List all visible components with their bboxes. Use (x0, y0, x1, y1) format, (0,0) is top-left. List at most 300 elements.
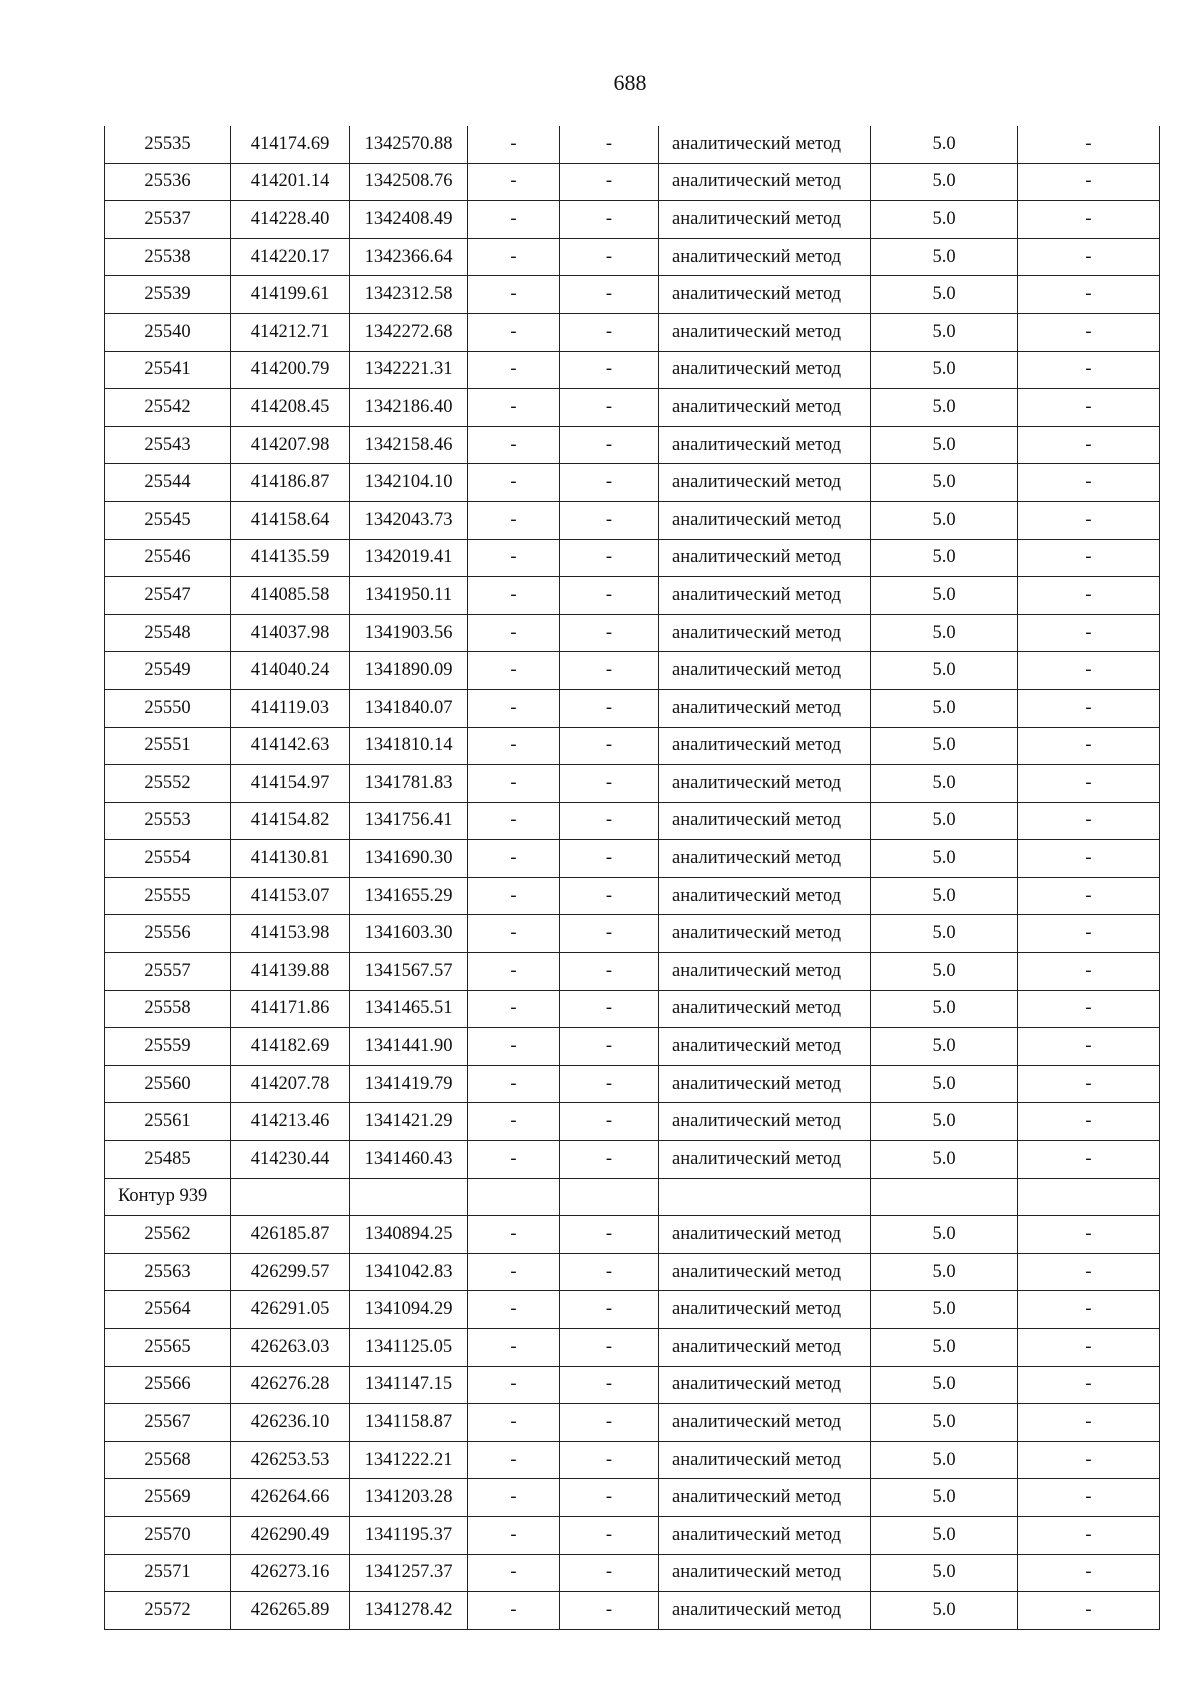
description-cell: - (1018, 313, 1160, 351)
point-number-cell: 25556 (105, 915, 231, 953)
table-row (105, 1216, 1160, 1254)
y-coordinate-cell: 1341460.43 (350, 1141, 468, 1179)
accuracy-cell: 5.0 (871, 953, 1018, 991)
accuracy-cell: 5.0 (871, 426, 1018, 464)
table-row (105, 501, 1160, 539)
y-coordinate-cell: 1342043.73 (350, 501, 468, 539)
dash-cell: - (468, 389, 560, 427)
description-cell: - (1018, 1103, 1160, 1141)
dash-cell: - (560, 1329, 659, 1367)
x-coordinate-cell: 414230.44 (231, 1141, 350, 1179)
x-coordinate-cell: 426290.49 (231, 1516, 350, 1554)
y-coordinate-cell: 1342019.41 (350, 539, 468, 577)
y-coordinate-cell: 1342366.64 (350, 238, 468, 276)
x-coordinate-cell: 414153.98 (231, 915, 350, 953)
description-cell: - (1018, 614, 1160, 652)
y-coordinate-cell: 1341278.42 (350, 1592, 468, 1630)
point-number-cell: 25564 (105, 1291, 231, 1329)
table-row (105, 1065, 1160, 1103)
y-coordinate-cell: 1341690.30 (350, 840, 468, 878)
point-number-cell: 25571 (105, 1554, 231, 1592)
y-coordinate-cell: 1341419.79 (350, 1065, 468, 1103)
dash-cell: - (560, 1479, 659, 1517)
description-cell: - (1018, 1329, 1160, 1367)
description-cell: - (1018, 1516, 1160, 1554)
dash-cell: - (560, 1216, 659, 1254)
dash-cell: - (468, 1141, 560, 1179)
accuracy-cell: 5.0 (871, 1516, 1018, 1554)
method-cell: аналитический метод (659, 1404, 871, 1442)
table-row (105, 577, 1160, 615)
x-coordinate-cell: 426299.57 (231, 1253, 350, 1291)
description-cell: - (1018, 1291, 1160, 1329)
x-coordinate-cell: 414208.45 (231, 389, 350, 427)
point-number-cell: 25544 (105, 464, 231, 502)
y-coordinate-cell: 1341125.05 (350, 1329, 468, 1367)
table-row (105, 1592, 1160, 1630)
dash-cell: - (468, 1291, 560, 1329)
dash-cell: - (468, 614, 560, 652)
accuracy-cell: 5.0 (871, 1592, 1018, 1630)
dash-cell: - (560, 126, 659, 163)
x-coordinate-cell: 414199.61 (231, 276, 350, 314)
point-number-cell: 25485 (105, 1141, 231, 1179)
x-coordinate-cell: 426273.16 (231, 1554, 350, 1592)
dash-cell: - (560, 1366, 659, 1404)
contour-label-cell: Контур 939 (105, 1178, 231, 1216)
x-coordinate-cell: 414139.88 (231, 953, 350, 991)
x-coordinate-cell: 426236.10 (231, 1404, 350, 1442)
method-cell: аналитический метод (659, 1028, 871, 1066)
dash-cell: - (560, 1404, 659, 1442)
table-row (105, 1028, 1160, 1066)
dash-cell: - (468, 990, 560, 1028)
table-row (105, 765, 1160, 803)
y-coordinate-cell: 1341603.30 (350, 915, 468, 953)
point-number-cell: 25570 (105, 1516, 231, 1554)
description-cell: - (1018, 877, 1160, 915)
dash-cell: - (560, 577, 659, 615)
table-row (105, 426, 1160, 464)
y-coordinate-cell: 1341421.29 (350, 1103, 468, 1141)
description-cell: - (1018, 953, 1160, 991)
description-cell: - (1018, 689, 1160, 727)
table-row (105, 727, 1160, 765)
accuracy-cell: 5.0 (871, 163, 1018, 201)
table-row (105, 1404, 1160, 1442)
y-coordinate-cell: 1341950.11 (350, 577, 468, 615)
accuracy-cell: 5.0 (871, 539, 1018, 577)
table-row (105, 1441, 1160, 1479)
dash-cell: - (560, 990, 659, 1028)
dash-cell: - (560, 915, 659, 953)
dash-cell: - (560, 689, 659, 727)
y-coordinate-cell: 1341195.37 (350, 1516, 468, 1554)
table-row (105, 953, 1160, 991)
point-number-cell: 25550 (105, 689, 231, 727)
description-cell: - (1018, 1028, 1160, 1066)
description-cell: - (1018, 1141, 1160, 1179)
accuracy-cell: 5.0 (871, 614, 1018, 652)
point-number-cell: 25555 (105, 877, 231, 915)
point-number-cell: 25554 (105, 840, 231, 878)
description-cell: - (1018, 1441, 1160, 1479)
y-coordinate-cell: 1341655.29 (350, 877, 468, 915)
point-number-cell: 25562 (105, 1216, 231, 1254)
description-cell: - (1018, 539, 1160, 577)
accuracy-cell: 5.0 (871, 1141, 1018, 1179)
page-number: 688 (613, 70, 647, 95)
dash-cell: - (468, 1028, 560, 1066)
point-number-cell: 25543 (105, 426, 231, 464)
y-coordinate-cell: 1342221.31 (350, 351, 468, 389)
empty-cell (231, 1178, 350, 1216)
table-body (105, 126, 1160, 1629)
dash-cell: - (468, 1441, 560, 1479)
accuracy-cell: 5.0 (871, 1329, 1018, 1367)
table-row (105, 840, 1160, 878)
description-cell: - (1018, 464, 1160, 502)
table-row (105, 1291, 1160, 1329)
dash-cell: - (468, 1065, 560, 1103)
accuracy-cell: 5.0 (871, 1479, 1018, 1517)
point-number-cell: 25561 (105, 1103, 231, 1141)
table-row (105, 614, 1160, 652)
table-row (105, 1329, 1160, 1367)
x-coordinate-cell: 426276.28 (231, 1366, 350, 1404)
table-row (105, 1103, 1160, 1141)
dash-cell: - (468, 915, 560, 953)
table-row (105, 802, 1160, 840)
accuracy-cell: 5.0 (871, 389, 1018, 427)
dash-cell: - (560, 313, 659, 351)
x-coordinate-cell: 426253.53 (231, 1441, 350, 1479)
dash-cell: - (468, 877, 560, 915)
dash-cell: - (560, 276, 659, 314)
description-cell: - (1018, 765, 1160, 803)
table-row (105, 915, 1160, 953)
dash-cell: - (560, 1103, 659, 1141)
table-row (105, 163, 1160, 201)
accuracy-cell: 5.0 (871, 238, 1018, 276)
method-cell: аналитический метод (659, 652, 871, 690)
dash-cell: - (468, 1404, 560, 1442)
table-row (105, 126, 1160, 163)
description-cell: - (1018, 990, 1160, 1028)
table-row (105, 539, 1160, 577)
accuracy-cell: 5.0 (871, 1404, 1018, 1442)
dash-cell: - (560, 727, 659, 765)
dash-cell: - (560, 501, 659, 539)
x-coordinate-cell: 414213.46 (231, 1103, 350, 1141)
y-coordinate-cell: 1341441.90 (350, 1028, 468, 1066)
accuracy-cell: 5.0 (871, 802, 1018, 840)
point-number-cell: 25549 (105, 652, 231, 690)
accuracy-cell: 5.0 (871, 1028, 1018, 1066)
dash-cell: - (468, 351, 560, 389)
dash-cell: - (560, 877, 659, 915)
dash-cell: - (468, 727, 560, 765)
table-row (105, 990, 1160, 1028)
table-row (105, 389, 1160, 427)
x-coordinate-cell: 426264.66 (231, 1479, 350, 1517)
description-cell: - (1018, 426, 1160, 464)
point-number-cell: 25541 (105, 351, 231, 389)
accuracy-cell: 5.0 (871, 464, 1018, 502)
dash-cell: - (560, 1516, 659, 1554)
point-number-cell: 25536 (105, 163, 231, 201)
method-cell: аналитический метод (659, 389, 871, 427)
dash-cell: - (468, 501, 560, 539)
accuracy-cell: 5.0 (871, 126, 1018, 163)
dash-cell: - (560, 464, 659, 502)
method-cell: аналитический метод (659, 163, 871, 201)
accuracy-cell: 5.0 (871, 689, 1018, 727)
x-coordinate-cell: 414154.97 (231, 765, 350, 803)
dash-cell: - (468, 802, 560, 840)
table-row (105, 1479, 1160, 1517)
dash-cell: - (560, 426, 659, 464)
point-number-cell: 25540 (105, 313, 231, 351)
y-coordinate-cell: 1341203.28 (350, 1479, 468, 1517)
x-coordinate-cell: 414037.98 (231, 614, 350, 652)
dash-cell: - (560, 351, 659, 389)
y-coordinate-cell: 1342570.88 (350, 126, 468, 163)
table-row (105, 1554, 1160, 1592)
method-cell: аналитический метод (659, 313, 871, 351)
description-cell: - (1018, 577, 1160, 615)
accuracy-cell: 5.0 (871, 1216, 1018, 1254)
table-row (105, 238, 1160, 276)
y-coordinate-cell: 1341158.87 (350, 1404, 468, 1442)
method-cell: аналитический метод (659, 802, 871, 840)
dash-cell: - (560, 1441, 659, 1479)
description-cell: - (1018, 1554, 1160, 1592)
x-coordinate-cell: 414201.14 (231, 163, 350, 201)
dash-cell: - (468, 840, 560, 878)
method-cell: аналитический метод (659, 1141, 871, 1179)
accuracy-cell: 5.0 (871, 1291, 1018, 1329)
y-coordinate-cell: 1341810.14 (350, 727, 468, 765)
point-number-cell: 25567 (105, 1404, 231, 1442)
x-coordinate-cell: 414158.64 (231, 501, 350, 539)
dash-cell: - (468, 652, 560, 690)
x-coordinate-cell: 414142.63 (231, 727, 350, 765)
point-number-cell: 25568 (105, 1441, 231, 1479)
accuracy-cell: 5.0 (871, 501, 1018, 539)
dash-cell: - (560, 1554, 659, 1592)
method-cell: аналитический метод (659, 1065, 871, 1103)
point-number-cell: 25566 (105, 1366, 231, 1404)
accuracy-cell: 5.0 (871, 1441, 1018, 1479)
method-cell: аналитический метод (659, 877, 871, 915)
method-cell: аналитический метод (659, 614, 871, 652)
table-row (105, 652, 1160, 690)
description-cell: - (1018, 163, 1160, 201)
empty-cell (1018, 1178, 1160, 1216)
x-coordinate-cell: 414186.87 (231, 464, 350, 502)
description-cell: - (1018, 126, 1160, 163)
x-coordinate-cell: 414220.17 (231, 238, 350, 276)
dash-cell: - (468, 1516, 560, 1554)
dash-cell: - (468, 1366, 560, 1404)
description-cell: - (1018, 727, 1160, 765)
method-cell: аналитический метод (659, 953, 871, 991)
table-row (105, 351, 1160, 389)
accuracy-cell: 5.0 (871, 915, 1018, 953)
description-cell: - (1018, 276, 1160, 314)
point-number-cell: 25552 (105, 765, 231, 803)
description-cell: - (1018, 915, 1160, 953)
y-coordinate-cell: 1341567.57 (350, 953, 468, 991)
point-number-cell: 25560 (105, 1065, 231, 1103)
method-cell: аналитический метод (659, 1216, 871, 1254)
method-cell: аналитический метод (659, 539, 871, 577)
dash-cell: - (468, 201, 560, 239)
point-number-cell: 25535 (105, 126, 231, 163)
x-coordinate-cell: 414200.79 (231, 351, 350, 389)
x-coordinate-cell: 426185.87 (231, 1216, 350, 1254)
description-cell: - (1018, 1404, 1160, 1442)
method-cell: аналитический метод (659, 1479, 871, 1517)
table-row (105, 1516, 1160, 1554)
method-cell: аналитический метод (659, 1329, 871, 1367)
point-number-cell: 25542 (105, 389, 231, 427)
dash-cell: - (468, 276, 560, 314)
accuracy-cell: 5.0 (871, 765, 1018, 803)
x-coordinate-cell: 414119.03 (231, 689, 350, 727)
accuracy-cell: 5.0 (871, 201, 1018, 239)
x-coordinate-cell: 414130.81 (231, 840, 350, 878)
table-row (105, 464, 1160, 502)
point-number-cell: 25572 (105, 1592, 231, 1630)
accuracy-cell: 5.0 (871, 840, 1018, 878)
accuracy-cell: 5.0 (871, 727, 1018, 765)
description-cell: - (1018, 1253, 1160, 1291)
description-cell: - (1018, 1216, 1160, 1254)
point-number-cell: 25565 (105, 1329, 231, 1367)
accuracy-cell: 5.0 (871, 990, 1018, 1028)
dash-cell: - (468, 1253, 560, 1291)
method-cell: аналитический метод (659, 351, 871, 389)
y-coordinate-cell: 1342272.68 (350, 313, 468, 351)
y-coordinate-cell: 1342312.58 (350, 276, 468, 314)
y-coordinate-cell: 1341840.07 (350, 689, 468, 727)
coordinates-table (104, 126, 1160, 1630)
dash-cell: - (468, 953, 560, 991)
dash-cell: - (468, 238, 560, 276)
y-coordinate-cell: 1341465.51 (350, 990, 468, 1028)
x-coordinate-cell: 426291.05 (231, 1291, 350, 1329)
method-cell: аналитический метод (659, 727, 871, 765)
dash-cell: - (560, 1291, 659, 1329)
dash-cell: - (560, 652, 659, 690)
x-coordinate-cell: 414212.71 (231, 313, 350, 351)
description-cell: - (1018, 238, 1160, 276)
x-coordinate-cell: 414174.69 (231, 126, 350, 163)
x-coordinate-cell: 414040.24 (231, 652, 350, 690)
dash-cell: - (560, 1065, 659, 1103)
x-coordinate-cell: 414154.82 (231, 802, 350, 840)
point-number-cell: 25557 (105, 953, 231, 991)
accuracy-cell: 5.0 (871, 652, 1018, 690)
x-coordinate-cell: 414135.59 (231, 539, 350, 577)
x-coordinate-cell: 414228.40 (231, 201, 350, 239)
description-cell: - (1018, 1479, 1160, 1517)
empty-cell (350, 1178, 468, 1216)
point-number-cell: 25547 (105, 577, 231, 615)
point-number-cell: 25537 (105, 201, 231, 239)
dash-cell: - (560, 238, 659, 276)
method-cell: аналитический метод (659, 126, 871, 163)
y-coordinate-cell: 1341094.29 (350, 1291, 468, 1329)
table-row (105, 276, 1160, 314)
table-row (105, 201, 1160, 239)
point-number-cell: 25551 (105, 727, 231, 765)
dash-cell: - (560, 953, 659, 991)
description-cell: - (1018, 1592, 1160, 1630)
dash-cell: - (468, 426, 560, 464)
point-number-cell: 25539 (105, 276, 231, 314)
x-coordinate-cell: 426263.03 (231, 1329, 350, 1367)
point-number-cell: 25545 (105, 501, 231, 539)
point-number-cell: 25569 (105, 1479, 231, 1517)
dash-cell: - (468, 1554, 560, 1592)
dash-cell: - (560, 539, 659, 577)
table-row (105, 689, 1160, 727)
y-coordinate-cell: 1342158.46 (350, 426, 468, 464)
dash-cell: - (560, 201, 659, 239)
description-cell: - (1018, 351, 1160, 389)
method-cell: аналитический метод (659, 1253, 871, 1291)
point-number-cell: 25559 (105, 1028, 231, 1066)
x-coordinate-cell: 426265.89 (231, 1592, 350, 1630)
x-coordinate-cell: 414085.58 (231, 577, 350, 615)
dash-cell: - (468, 539, 560, 577)
empty-cell (560, 1178, 659, 1216)
method-cell: аналитический метод (659, 1103, 871, 1141)
table-row (105, 1366, 1160, 1404)
point-number-cell: 25546 (105, 539, 231, 577)
dash-cell: - (560, 614, 659, 652)
y-coordinate-cell: 1340894.25 (350, 1216, 468, 1254)
y-coordinate-cell: 1341781.83 (350, 765, 468, 803)
dash-cell: - (468, 313, 560, 351)
empty-cell (659, 1178, 871, 1216)
dash-cell: - (468, 1329, 560, 1367)
method-cell: аналитический метод (659, 1554, 871, 1592)
y-coordinate-cell: 1341222.21 (350, 1441, 468, 1479)
description-cell: - (1018, 201, 1160, 239)
dash-cell: - (468, 689, 560, 727)
empty-cell (871, 1178, 1018, 1216)
x-coordinate-cell: 414207.98 (231, 426, 350, 464)
dash-cell: - (560, 1141, 659, 1179)
x-coordinate-cell: 414207.78 (231, 1065, 350, 1103)
table-row (105, 877, 1160, 915)
y-coordinate-cell: 1341756.41 (350, 802, 468, 840)
method-cell: аналитический метод (659, 689, 871, 727)
y-coordinate-cell: 1342508.76 (350, 163, 468, 201)
point-number-cell: 25553 (105, 802, 231, 840)
method-cell: аналитический метод (659, 501, 871, 539)
description-cell: - (1018, 1065, 1160, 1103)
x-coordinate-cell: 414153.07 (231, 877, 350, 915)
dash-cell: - (468, 464, 560, 502)
method-cell: аналитический метод (659, 1366, 871, 1404)
method-cell: аналитический метод (659, 1441, 871, 1479)
point-number-cell: 25563 (105, 1253, 231, 1291)
